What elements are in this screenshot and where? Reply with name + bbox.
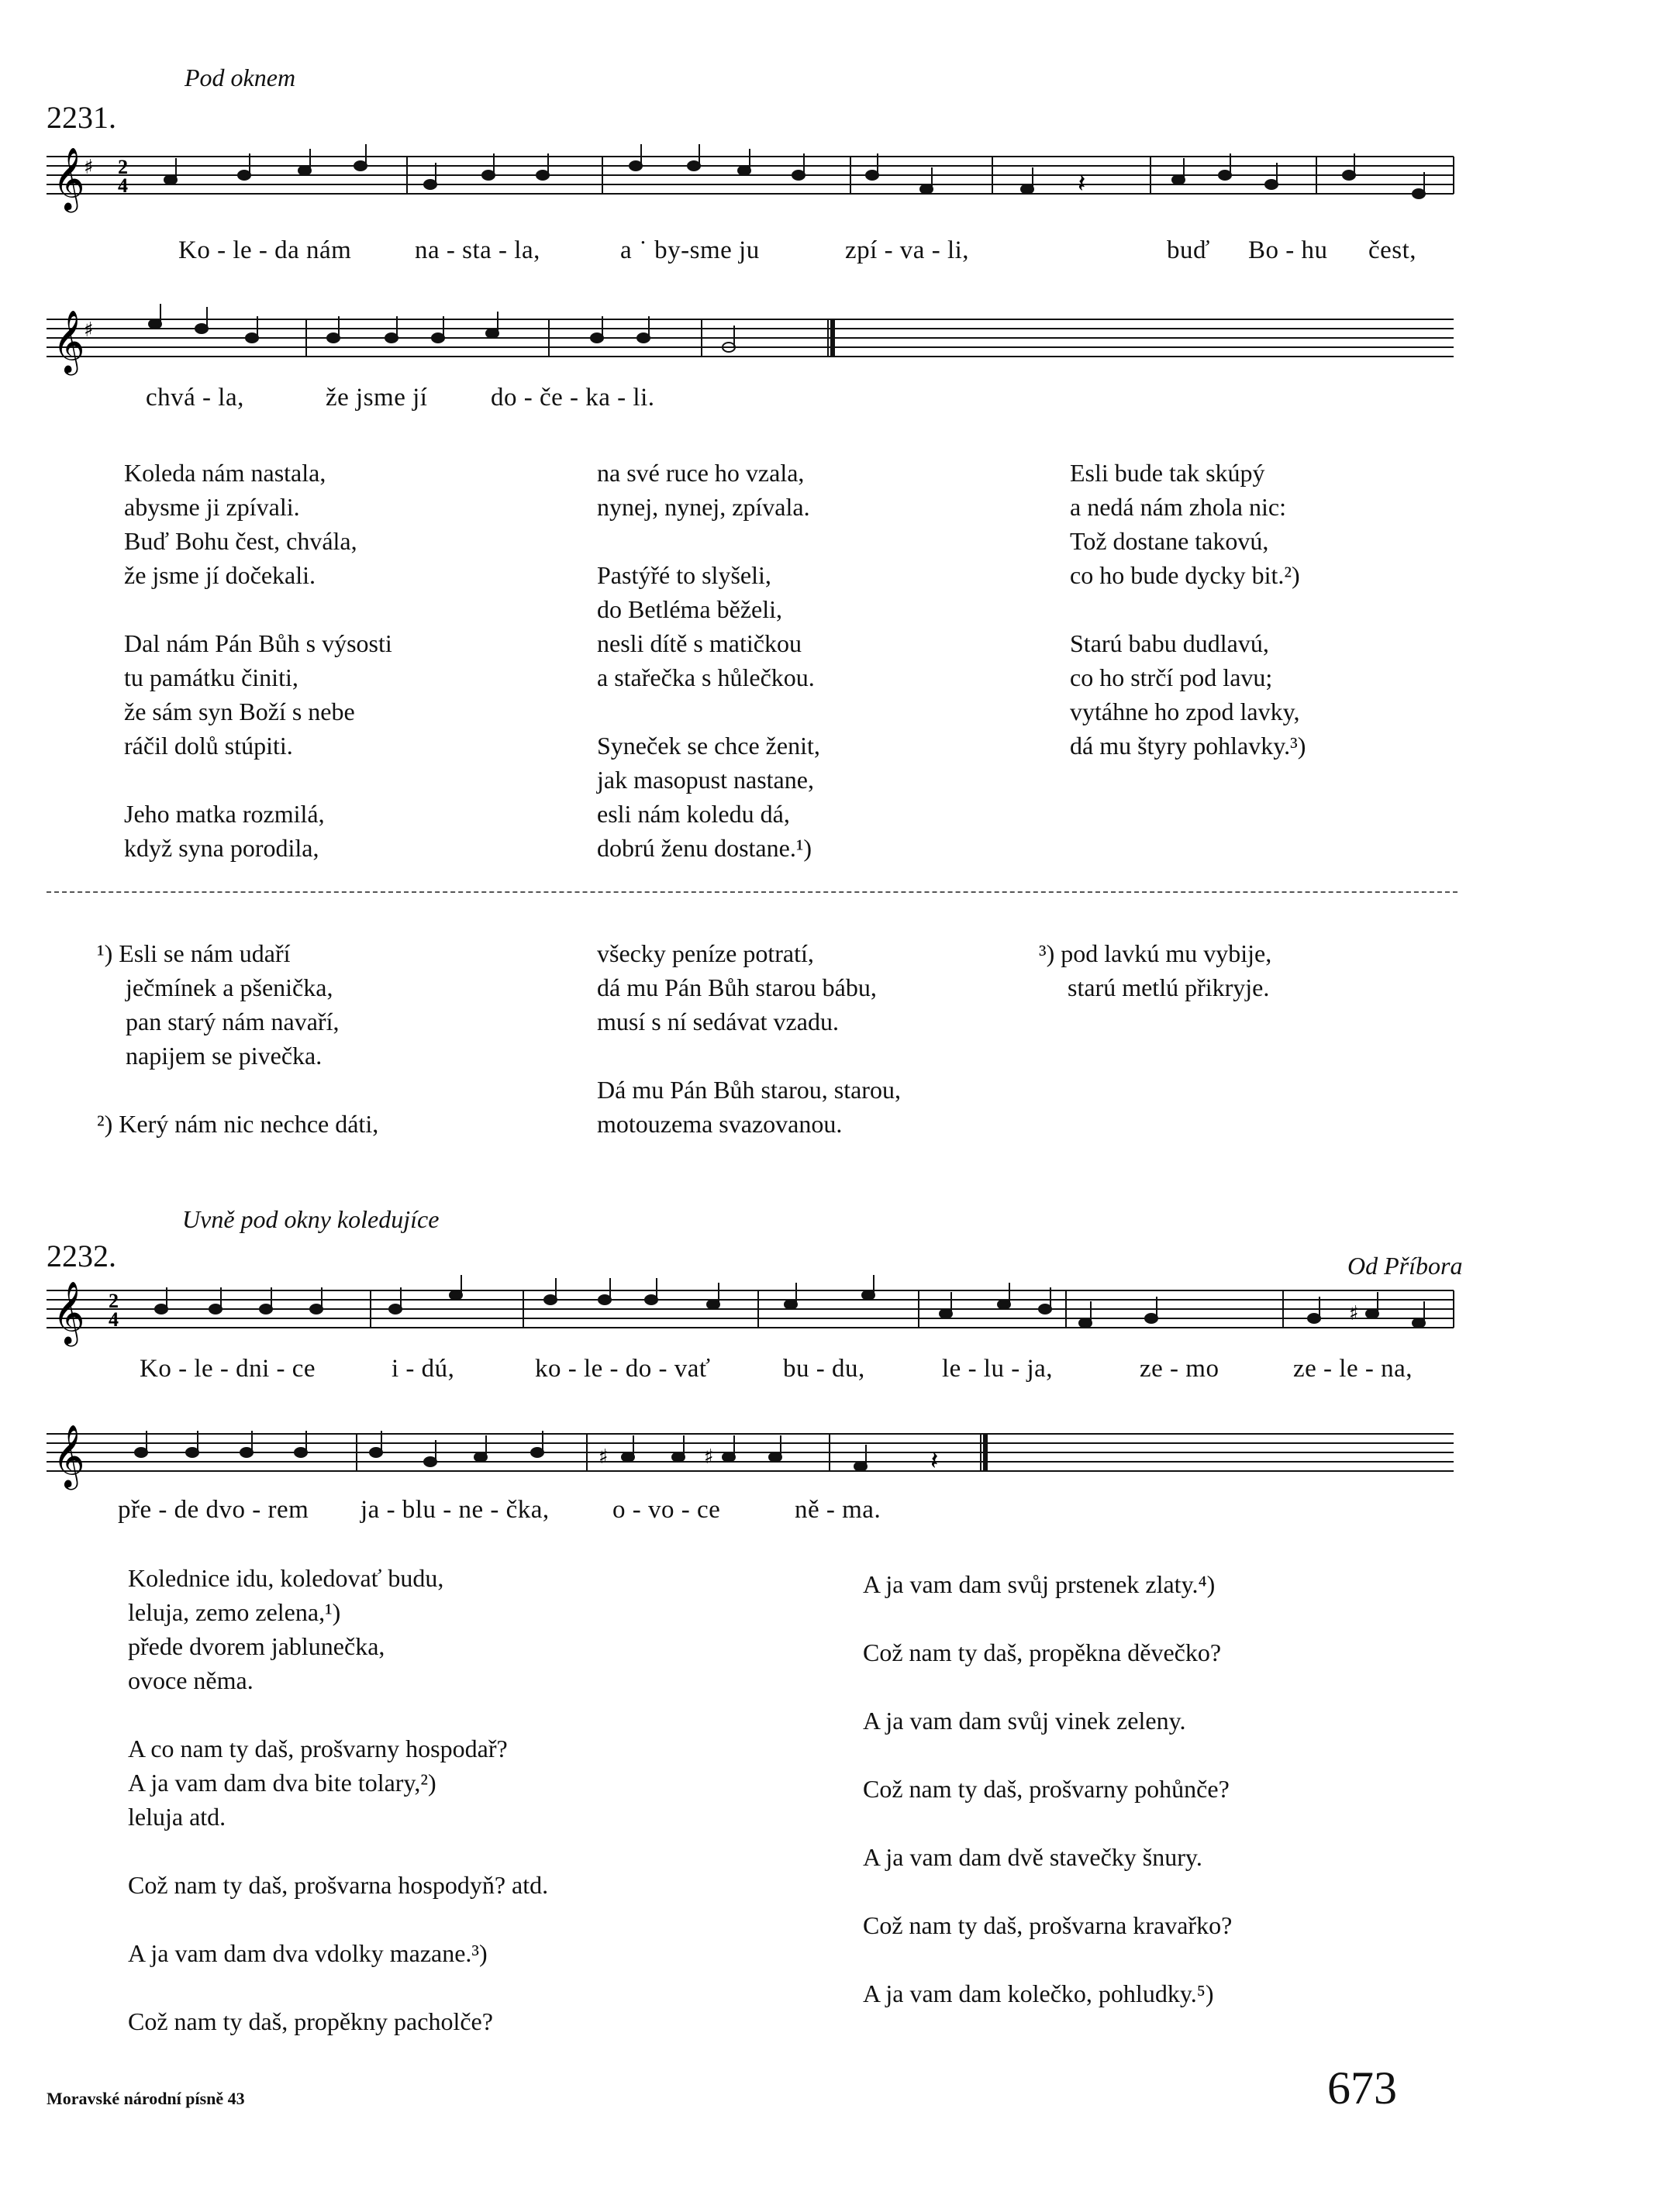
- song1-lyrics-row-1: [0, 236, 1680, 267]
- song1-staff-2: [47, 304, 1457, 381]
- song2-lyrics-row-2: [0, 1496, 1680, 1527]
- song2-line: Což nam ty daš, prošvarna kravařko?: [863, 1911, 1233, 1939]
- song2-line: leluja, zemo zelena,¹): [128, 1598, 341, 1626]
- lyric: ja - blu - ne - čka,: [360, 1496, 550, 1524]
- svg-text:𝄽: 𝄽: [930, 1445, 939, 1476]
- song2-number: 2232.: [47, 1239, 116, 1273]
- svg-text:2: 2: [118, 156, 128, 178]
- lyric: chvá - la,: [146, 384, 244, 412]
- svg-text:𝄞: 𝄞: [53, 1424, 85, 1487]
- song2-line: A ja vam dam dva vdolky mazane.³): [128, 1939, 488, 1967]
- svg-text:♯: ♯: [84, 319, 94, 342]
- svg-text:𝄞: 𝄞: [53, 309, 85, 373]
- lyric: Ko - le - dni - ce: [140, 1355, 316, 1383]
- song2-line: A ja vam dam dva bite tolary,²): [128, 1769, 436, 1797]
- svg-text:♯: ♯: [84, 156, 94, 179]
- lyric: čest,: [1368, 236, 1417, 264]
- lyric: i - dú,: [392, 1355, 455, 1383]
- song1-stanza-col-1: Koleda nám nastala, abysme ji zpívali. Buď Bohu čest, chvála, že jsme jí dočekali. Dal nám Pán Bůh s výsosti tu památku činiti, že sám syn Boží s nebe ráčil dolů stúpiti. Jeho matka rozmilá, když syna porodila,: [124, 459, 392, 862]
- song2-line: přede dvorem jablunečka,: [128, 1632, 385, 1660]
- song2-line: A ja vam dam kolečko, pohludky.⁵): [863, 1979, 1214, 2007]
- lyric: do - če - ka - li.: [491, 384, 655, 412]
- svg-text:𝄞: 𝄞: [53, 1280, 85, 1344]
- song1-number: 2231.: [47, 100, 116, 135]
- footer-source: Moravské národní písně 43: [47, 2089, 245, 2108]
- lyric: na - sta - la,: [415, 236, 540, 264]
- song2-caption: Uvně pod okny koledujíce: [182, 1205, 440, 1233]
- song1-caption: Pod oknem: [185, 64, 296, 91]
- song1-stanza-col-2: na své ruce ho vzala, nynej, nynej, zpívala. Pastýřé to slyšeli, do Betléma běželi, nesli dítě s matičkou a stařečka s hůlečkou. Syneček se chce ženit, jak masopust nastane, esli nám koledu dá, dobrú ženu dostane.¹): [597, 459, 820, 862]
- lyric: le - lu - ja,: [942, 1355, 1054, 1383]
- svg-text:♯: ♯: [599, 1445, 609, 1469]
- svg-text:4: 4: [118, 174, 128, 197]
- svg-text:♯: ♯: [1349, 1302, 1359, 1325]
- page-number: 673: [1327, 2062, 1397, 2114]
- svg-text:♯: ♯: [704, 1445, 714, 1469]
- song1-lyrics-row-2: [0, 384, 1680, 415]
- footnote-divider: [47, 891, 1457, 893]
- lyric: bu - du,: [783, 1355, 865, 1383]
- lyric: a ˙ by-sme ju: [620, 236, 760, 264]
- svg-text:𝄽: 𝄽: [1078, 168, 1086, 199]
- song2-line: Což nam ty daš, prošvarny pohůnče?: [863, 1775, 1230, 1803]
- song2-line: A co nam ty daš, prošvarny hospodař?: [128, 1735, 508, 1762]
- song2-line: Což nam ty daš, prošvarna hospodyň? atd.: [128, 1871, 549, 1899]
- lyric: ko - le - do - vať: [535, 1355, 711, 1383]
- song1-staff-1: [47, 141, 1457, 226]
- lyric: Bo - hu: [1248, 236, 1328, 264]
- song2-line: Kolednice idu, koledovať budu,: [128, 1564, 444, 1592]
- song2-line: leluja atd.: [128, 1803, 226, 1831]
- treble-clef-icon: 𝄞: [53, 146, 85, 210]
- lyric: pře - de dvo - rem: [118, 1496, 309, 1524]
- song2-line: A ja vam dam svůj vinek zeleny.: [863, 1707, 1186, 1735]
- lyric: ze - le - na,: [1293, 1355, 1413, 1383]
- song2-lyrics-row-1: [0, 1355, 1680, 1386]
- song2-line: Což nam ty daš, propěkna děvečko?: [863, 1638, 1222, 1666]
- song2-staff-1: [47, 1275, 1457, 1352]
- song1-footnotes-col-3: ³) pod lavkú mu vybije, starú metlú přikryje.: [1039, 939, 1272, 1001]
- lyric: ně - ma.: [795, 1496, 881, 1524]
- lyric: že jsme jí: [326, 384, 428, 412]
- song2-line: Což nam ty daš, propěkny pacholče?: [128, 2007, 493, 2035]
- svg-text:2: 2: [109, 1290, 119, 1312]
- song2-staff-2: [47, 1418, 1457, 1496]
- lyric: Ko - le - da nám: [178, 236, 352, 264]
- song1-footnotes-col-1: ¹) Esli se nám udaří ječmínek a pšenička, pan starý nám navaří, napijem se pivečka. ²) Kerý nám nic nechce dáti,: [97, 939, 379, 1138]
- lyric: buď: [1167, 236, 1210, 264]
- lyric: zpí - va - li,: [845, 236, 970, 264]
- svg-text:4: 4: [109, 1308, 119, 1331]
- song1-stanza-col-3: Esli bude tak skúpý a nedá nám zhola nic: Tož dostane takovú, co ho bude dycky bit.²) Starú babu dudlavú, co ho strčí pod lavu; vytáhne ho zpod lavky, dá mu štyry pohlavky.³): [1070, 459, 1306, 760]
- song2-line: ovoce něma.: [128, 1666, 254, 1694]
- lyric: ze - mo: [1140, 1355, 1219, 1383]
- lyric: o - vo - ce: [612, 1496, 721, 1524]
- song2-line: A ja vam dam dvě stavečky šnury.: [863, 1843, 1202, 1871]
- song2-source: Od Příbora: [1347, 1252, 1463, 1280]
- song1-footnotes-col-2: všecky peníze potratí, dá mu Pán Bůh starou bábu, musí s ní sedávat vzadu. Dá mu Pán Bůh starou, starou, motouzema svazovanou.: [597, 939, 901, 1138]
- song2-line: A ja vam dam svůj prstenek zlaty.⁴): [863, 1570, 1216, 1598]
